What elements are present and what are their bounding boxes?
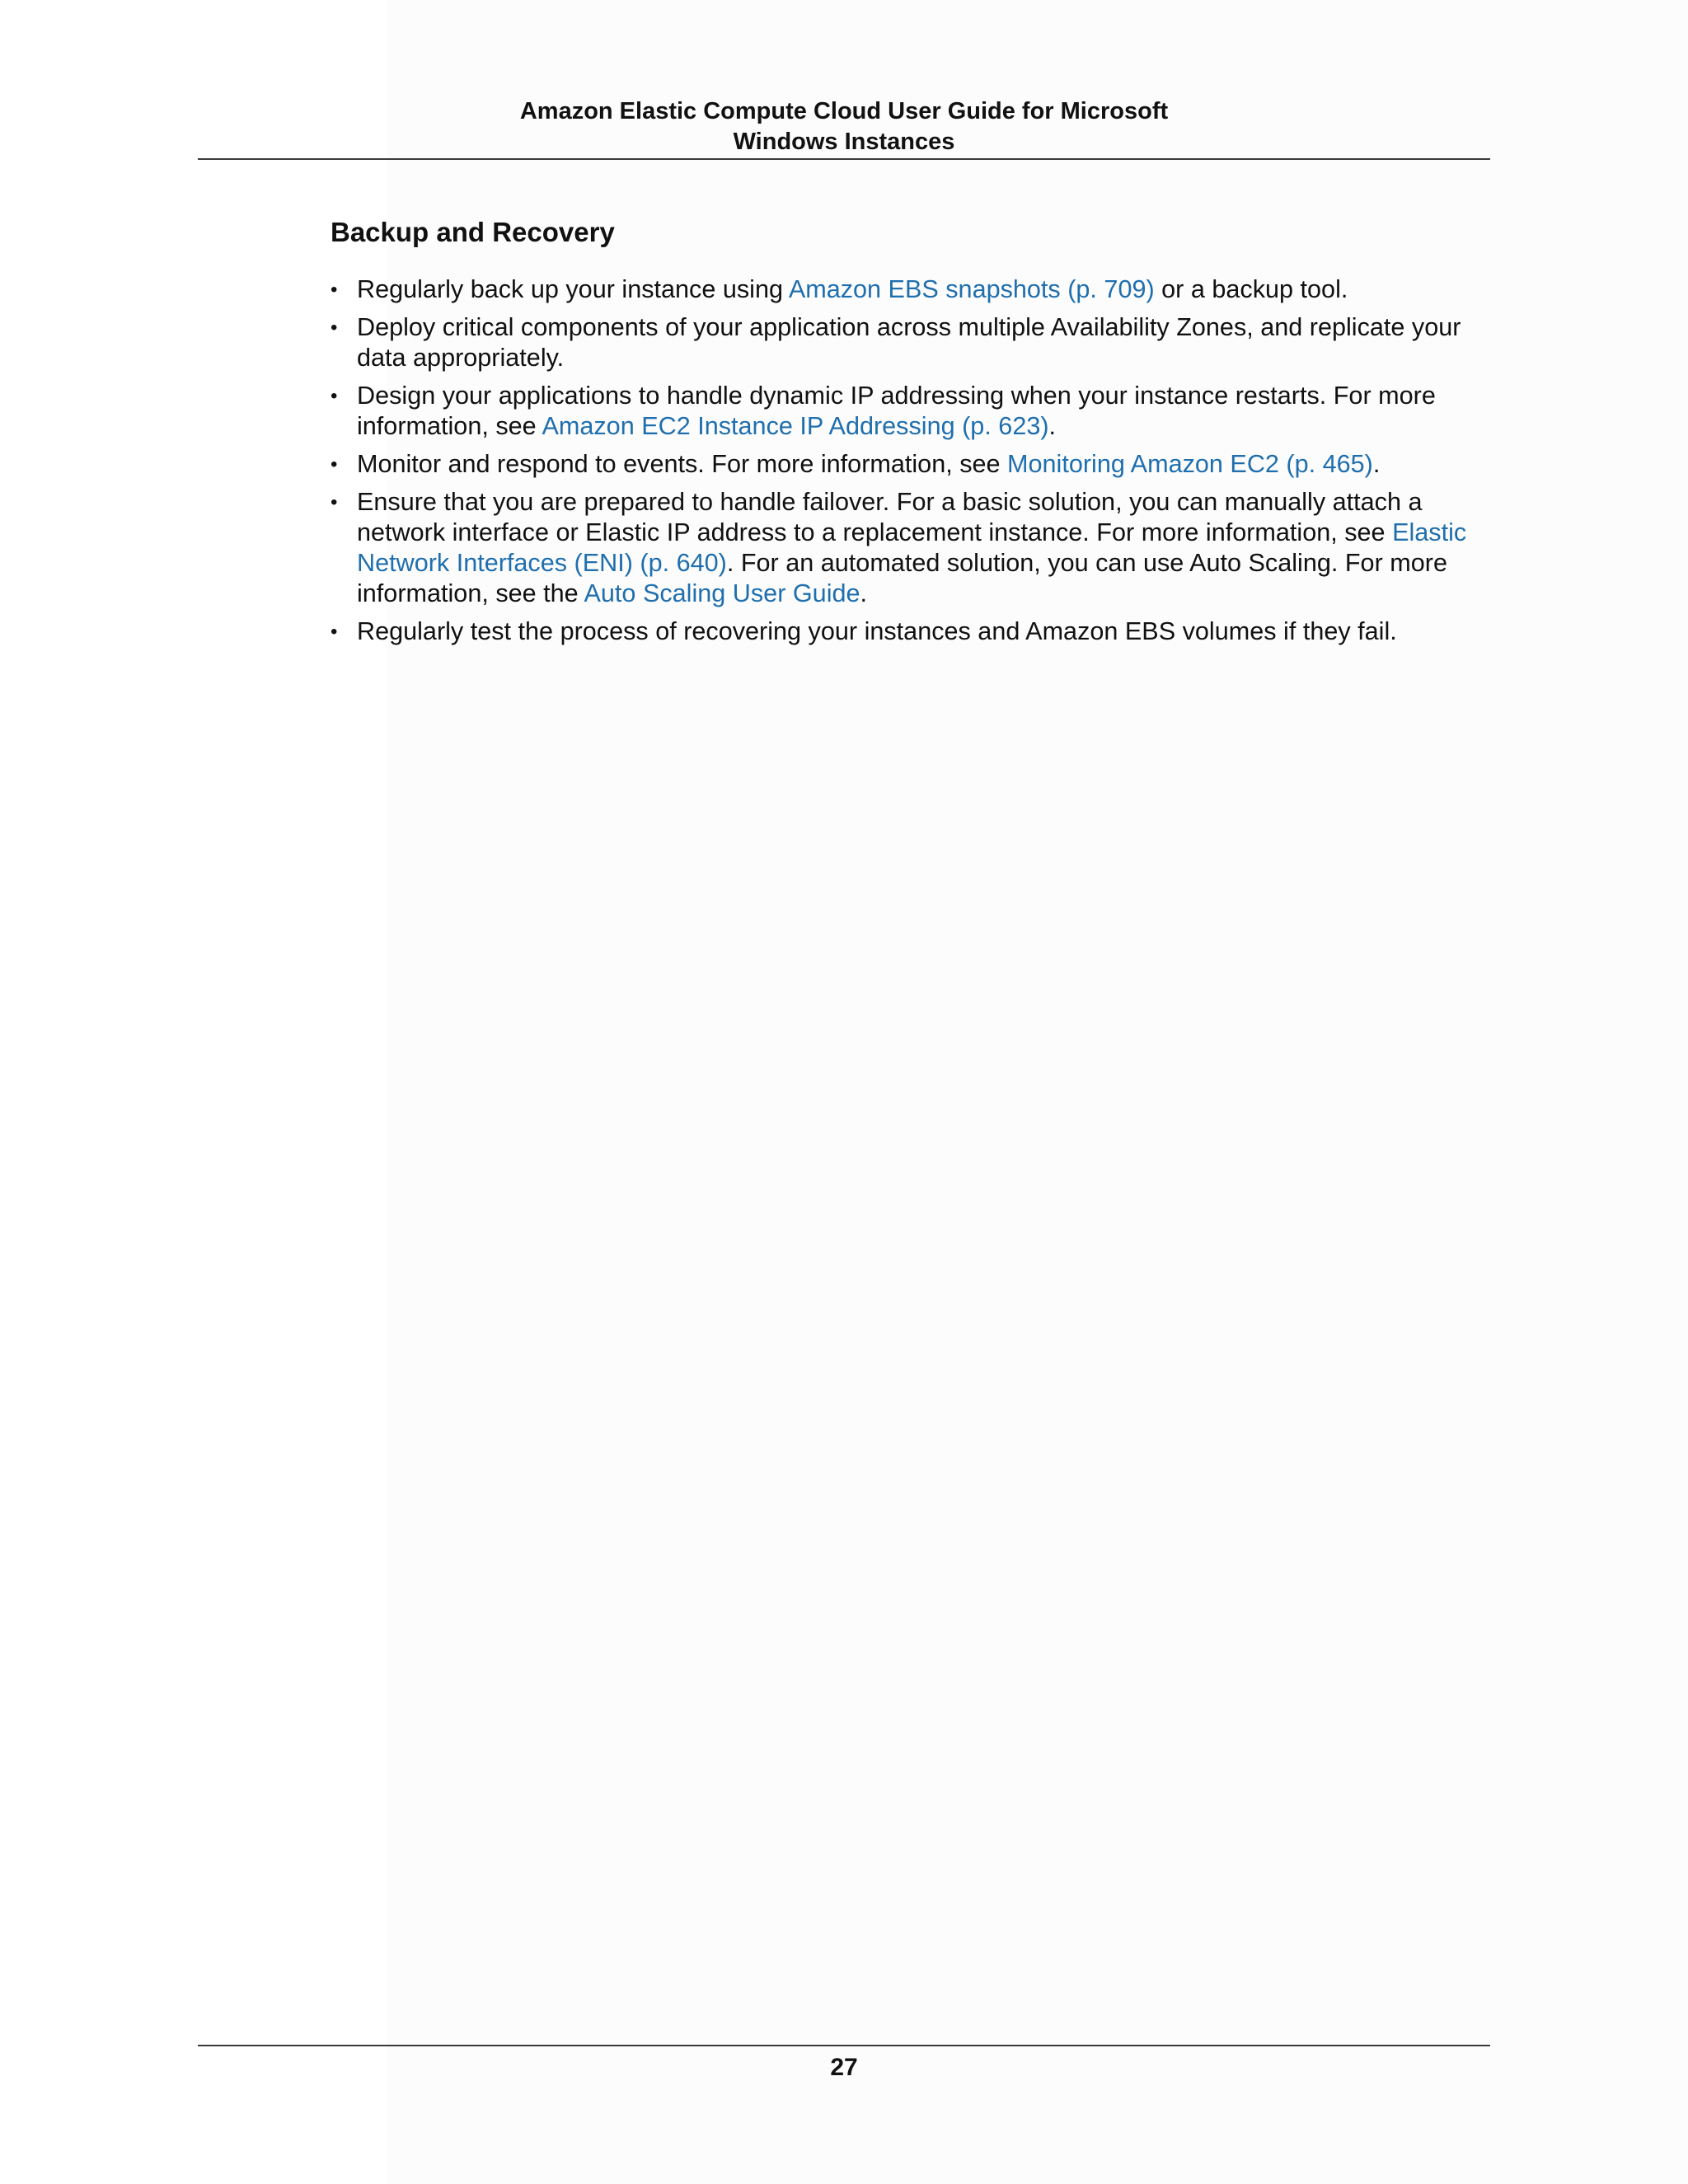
list-item-text: Monitor and respond to events. For more information, see <box>357 450 1008 478</box>
list-item <box>331 616 1497 647</box>
list-item-text: . <box>860 579 868 607</box>
header-title-line-2: Windows Instances <box>733 129 955 155</box>
list-item <box>331 312 1497 373</box>
link-ec2-ip-addressing[interactable]: Amazon EC2 Instance IP Addressing (p. 623) <box>542 412 1049 440</box>
header-title-line-1: Amazon Elastic Compute Cloud User Guide for Microsoft <box>519 98 1169 124</box>
list-item-text: . <box>1372 450 1381 478</box>
list-item-text: Regularly back up your instance using <box>357 275 789 303</box>
list-item-text: . For an automated solution, you can use Auto Scaling. For more information, see the <box>357 549 1447 607</box>
running-header <box>198 96 1490 157</box>
link-elastic-network-interfaces[interactable]: Elastic Network Interfaces (ENI) (p. 640) <box>357 518 1467 577</box>
bullet-icon: • <box>331 279 338 301</box>
list-item-text: Design your applications to handle dynamic IP addressing when your instance restarts. For more information, see <box>357 382 1436 440</box>
list-item <box>331 274 1497 305</box>
bullet-list <box>331 274 1497 647</box>
bullet-icon: • <box>331 491 338 513</box>
bullet-icon: • <box>331 453 338 476</box>
page-number: 27 <box>830 2054 858 2081</box>
main-content <box>331 213 1497 654</box>
bullet-icon: • <box>331 385 338 407</box>
bullet-icon: • <box>331 316 338 339</box>
list-item-text: . <box>1048 412 1057 440</box>
list-item-text: Deploy critical components of your application across multiple Availability Zones, and replicate your data appropriately. <box>357 313 1461 372</box>
list-item-text: Ensure that you are prepared to handle failover. For a basic solution, you can manually attach a network interface or Elastic IP address to a replacement instance. For more information, see <box>357 488 1423 546</box>
link-ebs-snapshots[interactable]: Amazon EBS snapshots (p. 709) <box>788 275 1155 303</box>
link-monitoring-ec2[interactable]: Monitoring Amazon EC2 (p. 465) <box>1007 450 1373 478</box>
section-title: Backup and Recovery <box>331 217 615 247</box>
list-item <box>331 381 1497 442</box>
list-item-text: Regularly test the process of recovering your instances and Amazon EBS volumes if they fail. <box>357 617 1397 645</box>
bullet-icon: • <box>331 621 338 643</box>
list-item <box>331 487 1497 609</box>
list-item-text: or a backup tool. <box>1154 275 1348 303</box>
link-auto-scaling-user-guide[interactable]: Auto Scaling User Guide <box>584 579 860 607</box>
list-item <box>331 449 1497 480</box>
header-divider <box>198 158 1490 160</box>
footer-divider <box>198 2045 1490 2046</box>
